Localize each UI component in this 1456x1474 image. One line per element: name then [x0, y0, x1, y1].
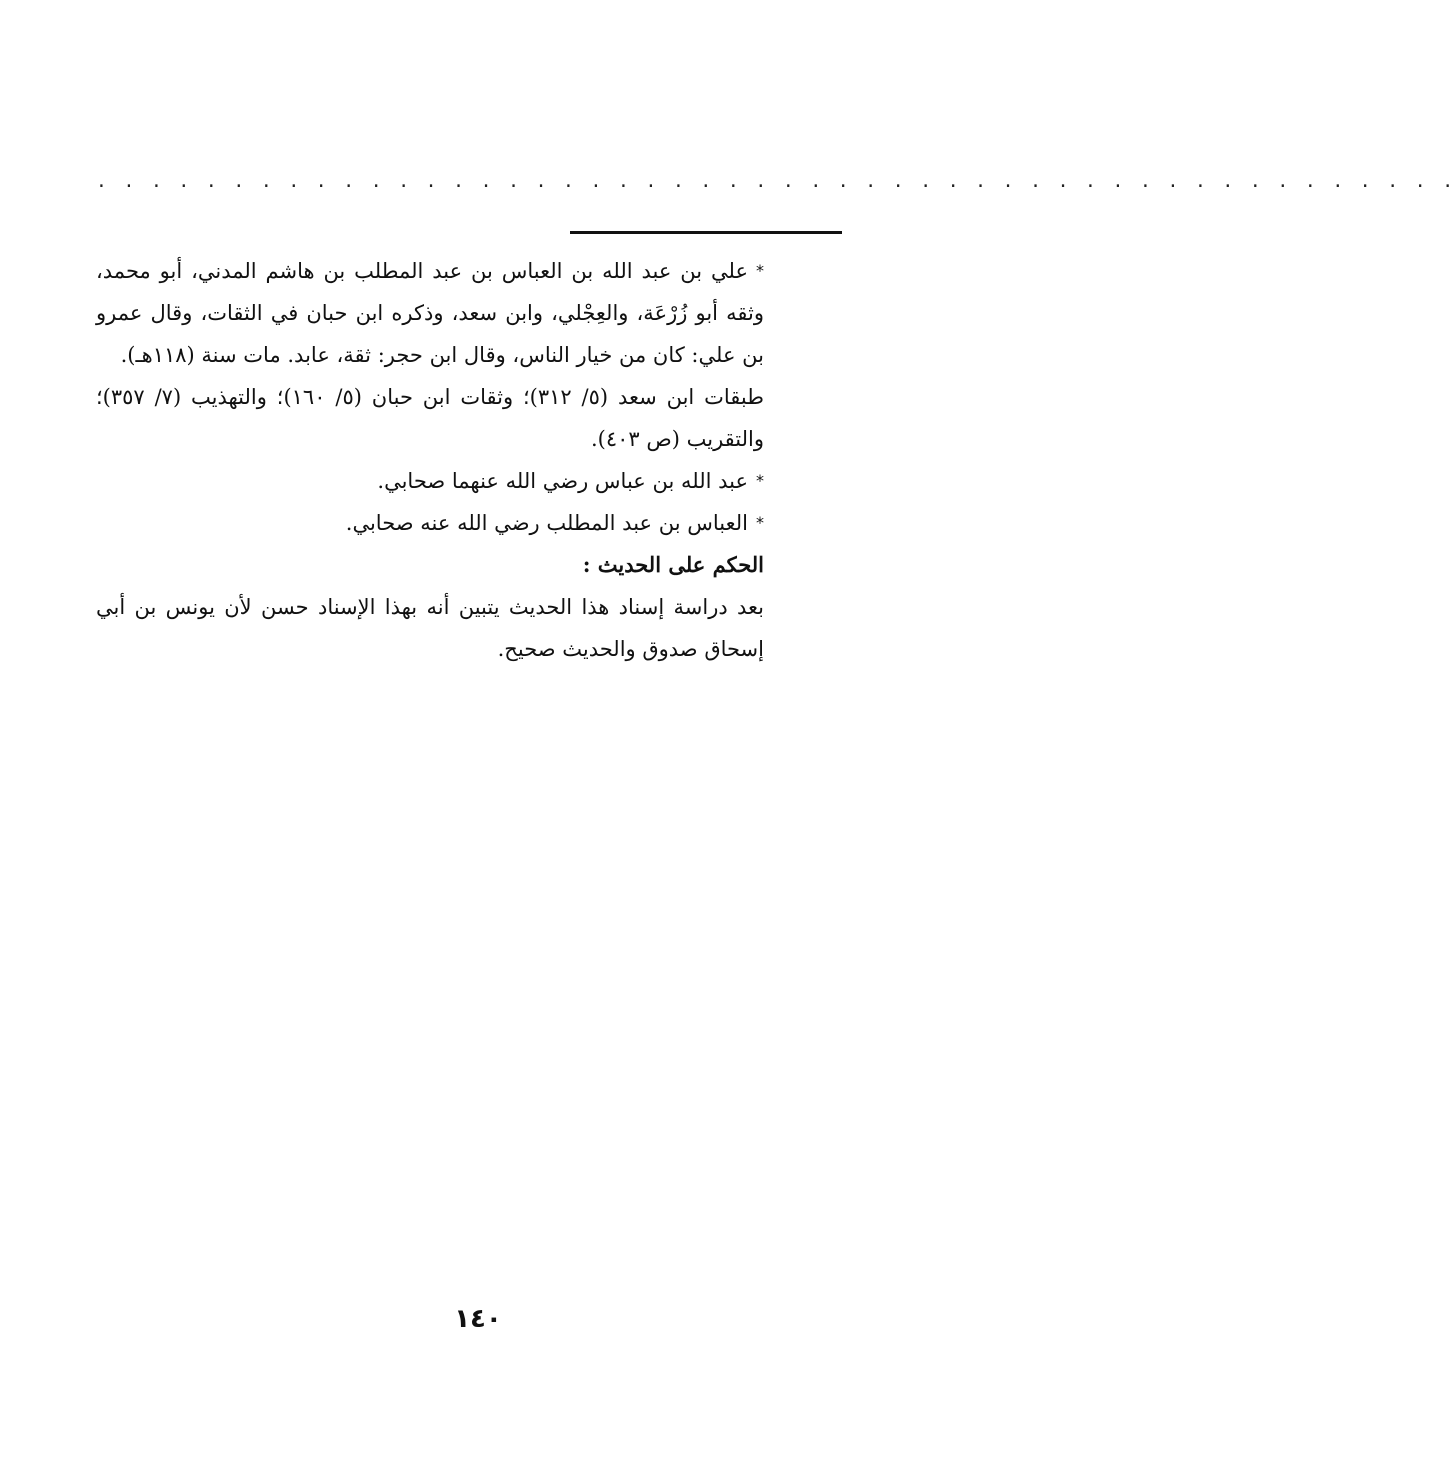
narrator-entry-ibn-abbas [96, 460, 764, 502]
narrator-entry-abbas [96, 502, 764, 544]
bullet-star-icon: * [756, 471, 764, 490]
narrator-entry-ali-text: علي بن عبد الله بن العباس بن عبد المطلب بن هاشم المدني، أبو محمد، وثقه أبو زُرْعَة، والعِجْلي، وابن سعد، وذكره ابن حبان في الثقات، وقال عمرو بن علي: كان من خيار الناس، وقال ابن حجر: ثقة، عابد. مات سنة (١١٨هـ). [96, 259, 764, 367]
bullet-star-icon: * [756, 261, 764, 280]
section-rule [570, 231, 842, 234]
page-body [96, 250, 764, 670]
dotted-separator: . . . . . . . . . . . . . . . . . . . . . . . . . . . . . . . . . . . . . . . . . . . . . . . . . . [96, 171, 1456, 192]
page-number: ١٤٠ [454, 1304, 502, 1334]
narrator-entry-ali-sources: طبقات ابن سعد (٥/ ٣١٢)؛ وثقات ابن حبان (٥/ ١٦٠)؛ والتهذيب (٧/ ٣٥٧)؛ والتقريب (ص ٤٠٣). [96, 385, 764, 451]
bullet-star-icon: * [756, 513, 764, 532]
ruling-text: بعد دراسة إسناد هذا الحديث يتبين أنه بهذا الإسناد حسن لأن يونس بن أبي إسحاق صدوق والحديث صحيح. [96, 595, 764, 661]
ruling-heading: الحكم على الحديث : [582, 552, 764, 577]
narrator-entry-ali [96, 250, 764, 376]
narrator-entry-abbas-text: العباس بن عبد المطلب رضي الله عنه صحابي. [345, 511, 748, 535]
narrator-entry-ibn-abbas-text: عبد الله بن عباس رضي الله عنهما صحابي. [377, 469, 748, 493]
